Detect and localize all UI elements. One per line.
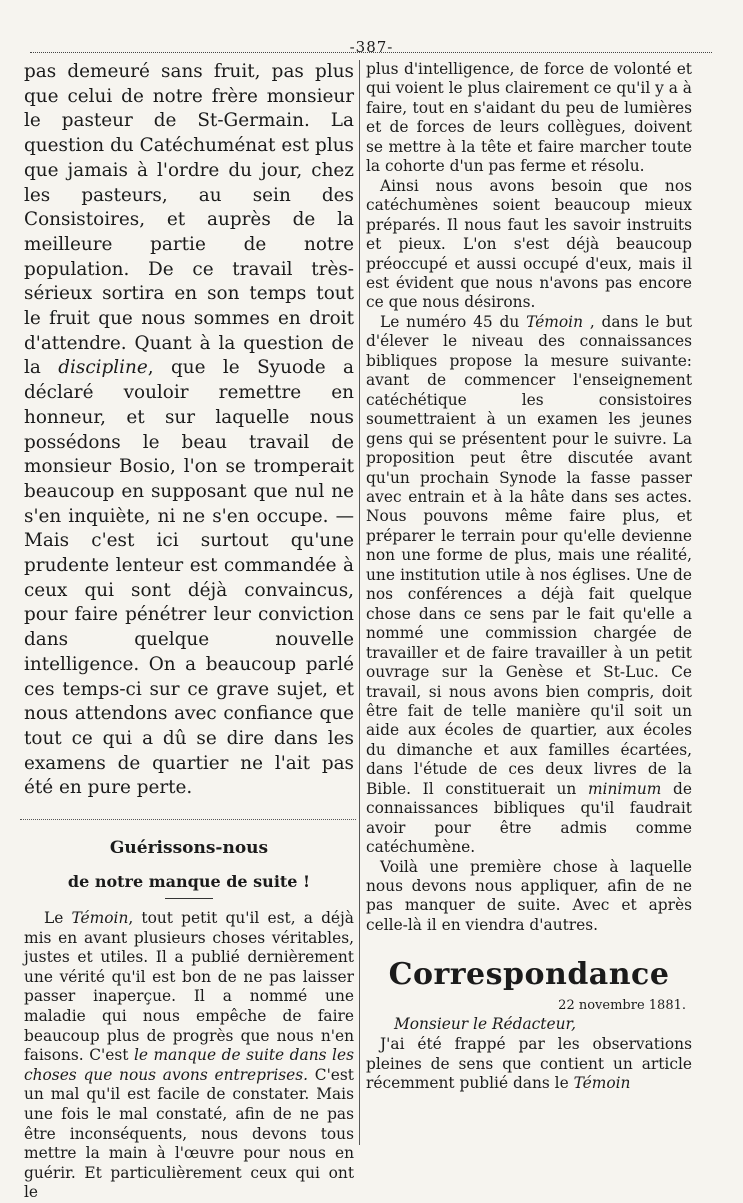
body-paragraph bbox=[366, 858, 692, 936]
article-subtitle: de notre manque de suite ! bbox=[67, 872, 311, 892]
body-paragraph bbox=[366, 60, 692, 177]
body-paragraph bbox=[366, 313, 692, 858]
text-run: C'est un mal qu'il est facile de constater. Mais une fois le mal constaté, afin de ne pas être inconséquents, nous devons tous mettre la main à l'œuvre pour nous en guérir. Et particulièrement ceux qui ont le bbox=[24, 1065, 354, 1202]
italic-text-run: discipline bbox=[58, 357, 148, 379]
section-title: Correspondance bbox=[388, 957, 670, 993]
article-title: Guérissons-nous bbox=[109, 838, 269, 859]
article-paragraph bbox=[24, 909, 354, 1203]
text-run: , tout petit qu'il est, a déjà mis en avant plusieurs choses véritables, justes et utiles. Il a publié dernièrement une vérité qu'il est bon de ne pas laisser passer inaperçue. Il a nommé une maladie qui nous empêche de faire beaucoup plus de progrès que nous n'en faisons. C'est bbox=[24, 909, 354, 1065]
italic-text-run: le manque de suite dans les choses que nous avons entreprises. bbox=[24, 1046, 354, 1084]
text-run: J'ai été frappé par les observations pleines de sens que contient un article récemment publié dans le bbox=[366, 1035, 692, 1093]
section-separator bbox=[20, 819, 356, 820]
text-run: Le numéro 45 du bbox=[380, 312, 527, 331]
italic-text-run: Témoin bbox=[526, 312, 583, 331]
letter-date: 22 novembre 1881. bbox=[558, 998, 686, 1014]
column-divider bbox=[359, 60, 360, 1145]
text-run: Ainsi nous avons besoin que nos catéchumènes soient beaucoup mieux préparés. Il nous faut les savoir instruits et pieux. L'on s'est déjà beaucoup préoccupé et aussi occupé d'eux, mais il est évident que nous n'avons pas encore ce que nous désirons. bbox=[366, 176, 692, 312]
continuation-paragraph bbox=[24, 60, 354, 801]
text-run: de connaissances bibliques qu'il faudrait avoir pour être admis comme catéchumène. bbox=[366, 779, 692, 857]
text-run: , que le Syuode a déclaré vouloir remettre en honneur, et sur laquelle nous possédons le beau travail de monsieur Bosio, l'on se tromperait beaucoup en supposant que nul ne s'en inquiète, ni ne s'en occupe. — Mais c'est ici surtout qu'une prudente lenteur est commandée à ceux qui sont déjà convaincus, pour faire pénétrer leur conviction dans quelque nouvelle intelligence. On a beaucoup parlé ces temps-ci sur ce grave sujet, et nous attendons avec confiance que tout ce qui a dû se dire dans les examens de quartier ne l'ait pas été en pure perte. bbox=[24, 357, 354, 799]
text-run: Le bbox=[44, 909, 72, 928]
text-run: pas demeuré sans fruit, pas plus que celui de notre frère monsieur le pasteur de St-Germain. La question du Catéchuménat est plus que jamais à l'ordre du jour, chez les pasteurs, au sein des Consistoires, et auprès de la meilleure partie de notre population. De ce travail très-sérieux sortira en son temps tout le fruit que nous sommes en droit d'attendre. Quant à la question de la bbox=[24, 61, 354, 379]
page-number: -387- bbox=[349, 38, 394, 56]
italic-text-run: Témoin bbox=[71, 909, 129, 928]
italic-text-run: Témoin bbox=[573, 1074, 631, 1093]
letter-paragraph bbox=[366, 1035, 692, 1093]
salutation: Monsieur le Rédacteur, bbox=[394, 1015, 577, 1034]
italic-text-run: minimum bbox=[587, 779, 662, 798]
text-run: , dans le but d'élever le niveau des connaissances bibliques propose la mesure suivante: avant de commencer l'enseignement catéchétique les consistoires soumettraient à un examen les jeunes gens qui se présentent pour le suivre. La proposition peut être discutée avant qu'un prochain Synode la fasse passer avec entrain et à la hâte dans ses actes. Nous pouvons même faire plus, et préparer le terrain pour qu'elle devienne non une forme de plus, mais une réalité, une institution utile à nos églises. Une de nos conférences a déjà fait quelque chose dans ce sens par le fait qu'elle a nommé une commission chargée de travailler et de faire travailler à un petit ouvrage sur la Genèse et St-Luc. Ce travail, si nous avons bien compris, doit être fait de telle manière qu'il soit un aide aux écoles de quartier, aux écoles du dimanche et aux familles écartées, dans l'étude de ces deux livres de la Bible. Il constituerait un bbox=[366, 312, 692, 798]
left-column bbox=[24, 60, 354, 1203]
body-paragraph bbox=[366, 177, 692, 313]
text-run: plus d'intelligence, de force de volonté et qui voient le plus clairement ce qu'il y a à faire, tout en s'aidant du peu de lumières et de forces de leurs collègues, doivent se mettre à la tête et faire marcher toute la cohorte d'un pas ferme et résolu. bbox=[366, 60, 692, 176]
right-column bbox=[366, 60, 692, 1094]
top-rule bbox=[30, 52, 712, 53]
title-rule bbox=[165, 898, 213, 899]
text-run: Voilà une première chose à laquelle nous devons nous appliquer, afin de ne pas manquer de suite. Avec et après celle-là il en viendra d'autres. bbox=[366, 857, 692, 934]
